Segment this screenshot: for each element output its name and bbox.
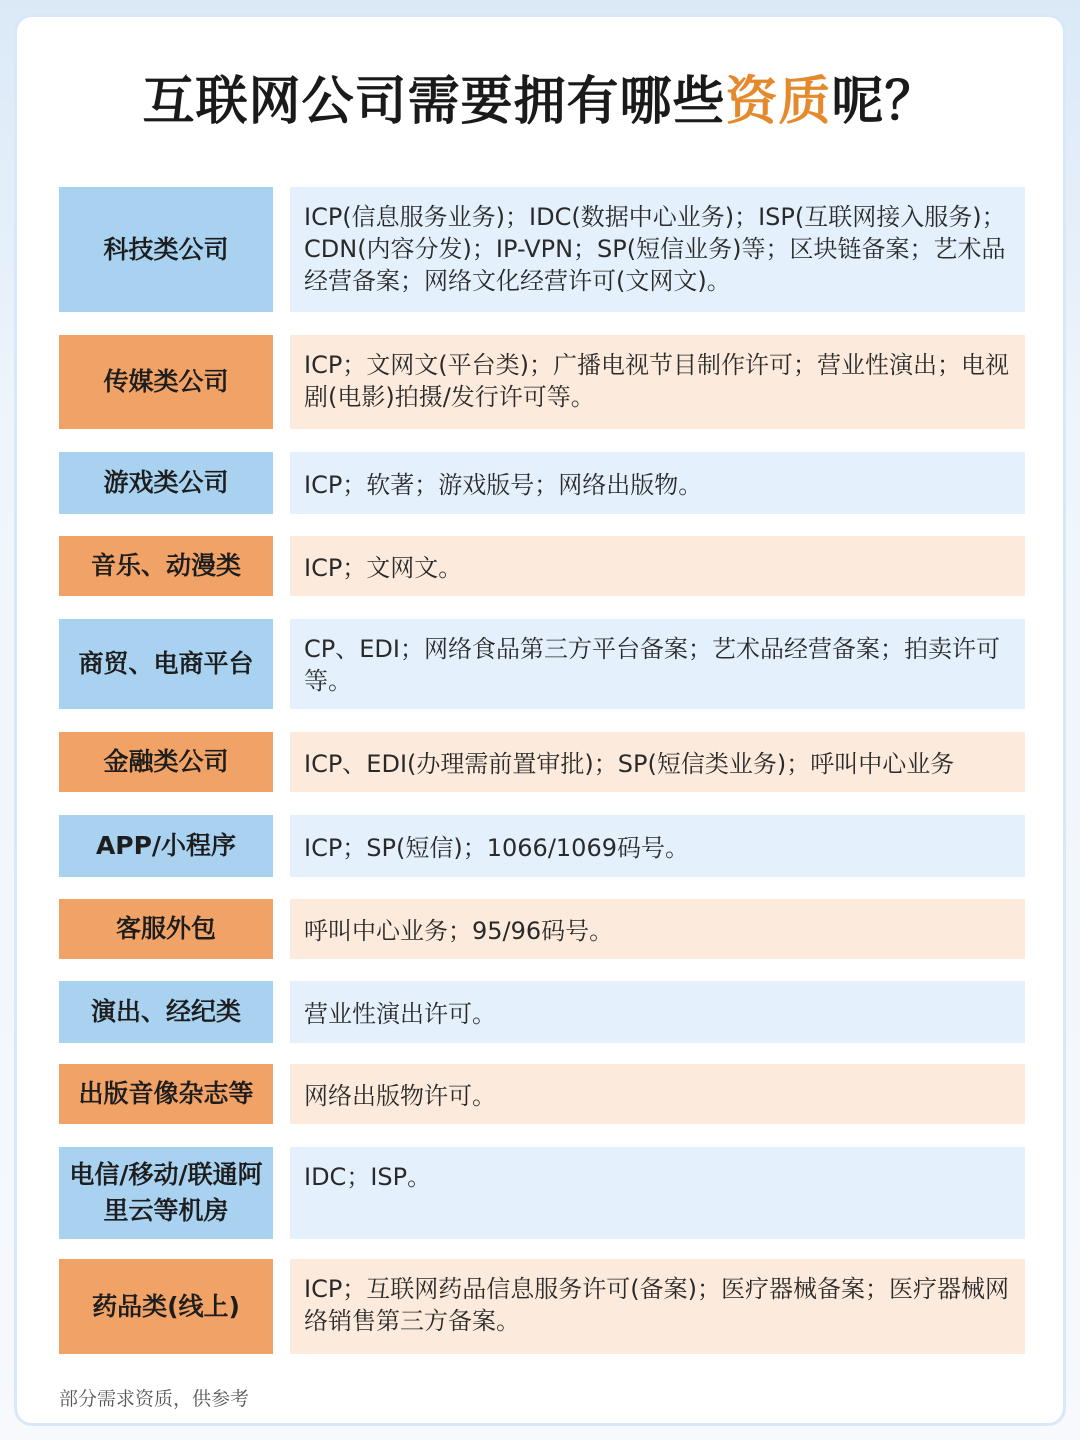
row-description: IDC；ISP。: [290, 1147, 1025, 1239]
row-description: 网络出版物许可。: [290, 1064, 1025, 1124]
table-row: [59, 335, 1025, 429]
table-row: [59, 815, 1025, 877]
title-prefix: 互联网公司需要拥有哪些: [142, 72, 726, 132]
table-row: [59, 1259, 1025, 1354]
title-highlight: 资质: [725, 72, 832, 132]
table-row: [59, 536, 1025, 596]
row-category: 商贸、电商平台: [59, 619, 273, 709]
page-title: [17, 59, 1063, 134]
table-row: [59, 452, 1025, 514]
row-category: 药品类(线上): [59, 1259, 273, 1354]
title-suffix: 呢？: [831, 72, 938, 132]
row-description: ICP；SP(短信)；1066/1069码号。: [290, 815, 1025, 877]
row-category: 音乐、动漫类: [59, 536, 273, 596]
row-category: 传媒类公司: [59, 335, 273, 429]
row-category: 游戏类公司: [59, 452, 273, 514]
table-row: [59, 981, 1025, 1043]
row-category: 金融类公司: [59, 732, 273, 792]
row-category: 演出、经纪类: [59, 981, 273, 1043]
row-category: APP/小程序: [59, 815, 273, 877]
table-row: [59, 899, 1025, 959]
table-row: [59, 619, 1025, 709]
row-description: ICP、EDI(办理需前置审批)；SP(短信类业务)；呼叫中心业务: [290, 732, 1025, 792]
row-description: CP、EDI；网络食品第三方平台备案；艺术品经营备案；拍卖许可等。: [290, 619, 1025, 709]
row-description: ICP；文网文(平台类)；广播电视节目制作许可；营业性演出；电视剧(电影)拍摄/发行许可等。: [290, 335, 1025, 429]
table-row: [59, 187, 1025, 312]
row-category: 出版音像杂志等: [59, 1064, 273, 1124]
table-row: [59, 1147, 1025, 1239]
row-category: 科技类公司: [59, 187, 273, 312]
content-card: [14, 14, 1066, 1426]
row-description: ICP；文网文。: [290, 536, 1025, 596]
row-category: 客服外包: [59, 899, 273, 959]
footnote: 部分需求资质，供参考: [59, 1388, 250, 1410]
table-row: [59, 732, 1025, 792]
row-description: ICP；互联网药品信息服务许可(备案)；医疗器械备案；医疗器械网络销售第三方备案。: [290, 1259, 1025, 1354]
row-description: 呼叫中心业务；95/96码号。: [290, 899, 1025, 959]
row-description: ICP；软著；游戏版号；网络出版物。: [290, 452, 1025, 514]
row-description: ICP(信息服务业务)；IDC(数据中心业务)；ISP(互联网接入服务)；CDN(内容分发)；IP-VPN；SP(短信业务)等；区块链备案；艺术品经营备案；网络文化经营许可(文网文)。: [290, 187, 1025, 312]
row-category: 电信/移动/联通阿里云等机房: [59, 1147, 273, 1239]
table-row: [59, 1064, 1025, 1124]
row-description: 营业性演出许可。: [290, 981, 1025, 1043]
